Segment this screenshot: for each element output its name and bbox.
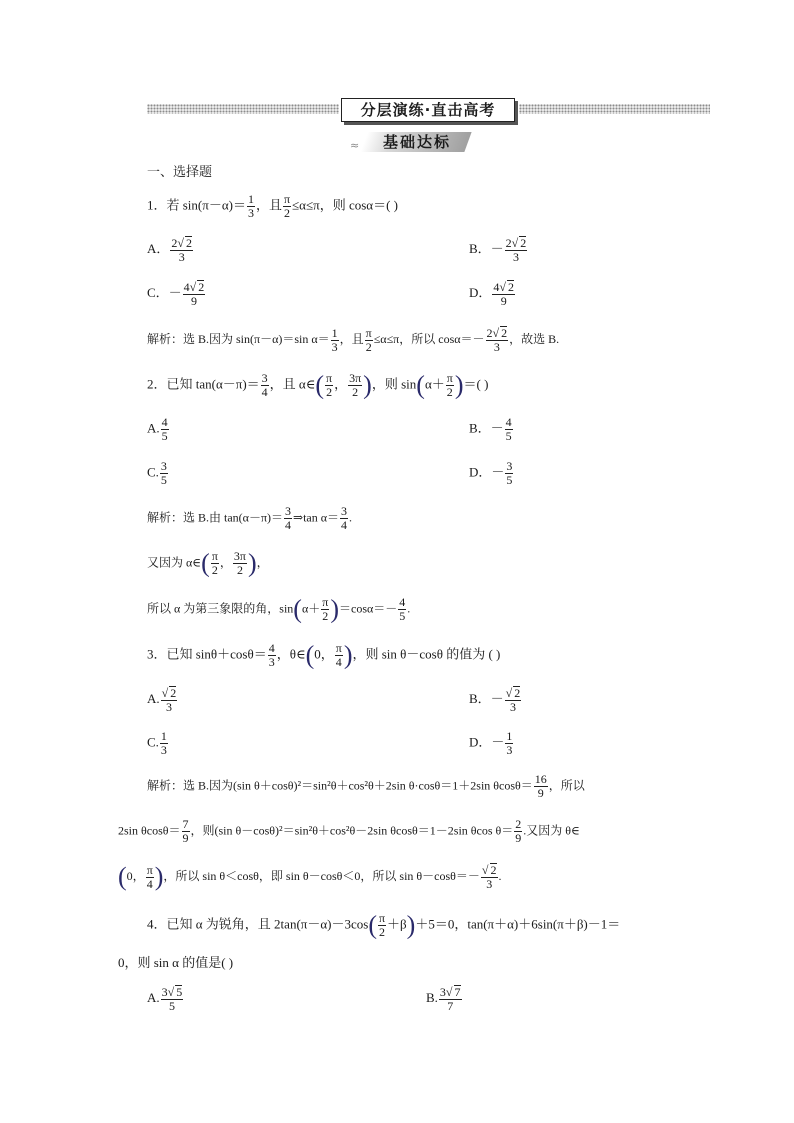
q3-option-a[interactable]: A. $\frac{√ 2}{3}$ xyxy=(147,686,177,714)
fraction: $\frac{1}{3}$ xyxy=(247,192,254,220)
q2-option-d[interactable]: D．－ $\frac{3}{5}$ xyxy=(469,459,513,487)
wave-mark-icon: ≈ xyxy=(350,139,360,152)
q3-option-c[interactable]: C. $\frac{1}{3}$ xyxy=(147,729,167,757)
question-3: 3．已知 sinθ＋cosθ＝ $\frac{4}{3}$ ，θ∈(0， $\frac{\pi}{4}$ )，则 sin θ－cosθ 的值为 ( ) xyxy=(147,640,501,670)
q1-option-a[interactable]: A． $\frac{2√ 2}{3}$ xyxy=(147,236,192,264)
question-1: 1．若 sin(π－α)＝ $\frac{1}{3}$ ，且 $\frac{\pi}{2}$ ≤α≤π，则 cosα＝( ) xyxy=(147,192,398,220)
q3-option-b[interactable]: B．－ $\frac{√ 2}{3}$ xyxy=(469,686,521,714)
q1-option-d[interactable]: D． $\frac{4√ 2}{9}$ xyxy=(469,280,514,308)
q2-option-a[interactable]: A. $\frac{4}{5}$ xyxy=(147,415,168,443)
q1-option-b[interactable]: B．－ $\frac{2√ 2}{3}$ xyxy=(469,236,527,264)
q2-option-b[interactable]: B．－ $\frac{4}{5}$ xyxy=(469,415,512,443)
question-4-line-1: 4．已知 α 为锐角，且 2tan(π－α)－3cos( $\frac{\pi}{2}$ ＋β)＋5＝0，tan(π＋α)＋6sin(π＋β)－1＝ xyxy=(147,910,621,940)
question-4-line-2: 0，则 sin α 的值是( ) xyxy=(118,955,234,970)
q3-solution-line-2: 2sin θcosθ＝ $\frac{7}{9}$ ，则(sin θ－cosθ)²＝sin²θ＋cos²θ－2sin θcosθ＝1－2sin θcos θ＝ $\frac{2}{9}$ .又因为 θ∈ xyxy=(118,817,580,845)
dotted-rule-left xyxy=(147,104,339,114)
q2-solution-line-3: 所以 α 为第三象限的角，sin(α＋ $\frac{\pi}{2}$ )＝cosα＝－ $\frac{4}{5}$ . xyxy=(147,594,411,624)
q3-option-d[interactable]: D．－ $\frac{1}{3}$ xyxy=(469,729,513,757)
sub-banner-title: 基础达标 xyxy=(382,133,451,151)
header-banner xyxy=(147,98,710,122)
dotted-rule-right xyxy=(519,104,710,114)
q2-option-c[interactable]: C. $\frac{3}{5}$ xyxy=(147,459,167,487)
q4-option-a[interactable]: A. $\frac{3√ 5}{5}$ xyxy=(147,985,183,1013)
banner-title: 分层演练·直击高考 xyxy=(341,98,515,122)
q2-solution-line-2: 又因为 α∈( $\frac{\pi}{2}$ ， $\frac{3\pi}{2}$ )， xyxy=(147,548,269,578)
q1-solution: 解析：选 B.因为 sin(π－α)＝sin α＝ $\frac{1}{3}$ ，且 $\frac{\pi}{2}$ ≤α≤π，所以 cosα＝－ $\frac{2√ 2}{3}$ ，故选 B. xyxy=(147,325,560,354)
q3-solution-line-3: (0， $\frac{\pi}{4}$ )，所以 sin θ＜cosθ，即 sin θ－cosθ＜0，所以 sin θ－cosθ＝－ $\frac{√ 2}{3}$ . xyxy=(118,862,502,891)
q4-option-b[interactable]: B. $\frac{3√ 7}{7}$ xyxy=(426,985,461,1013)
q2-solution-line-1: 解析：选 B.由 tan(α－π)＝ $\frac{3}{4}$ ⇒tan α＝ $\frac{3}{4}$ . xyxy=(147,504,353,532)
sub-banner xyxy=(350,130,470,154)
fraction: $\frac{\pi}{2}$ xyxy=(283,192,291,220)
section-title: 一、选择题 xyxy=(147,165,213,180)
question-2: 2．已知 tan(α－π)＝ $\frac{3}{4}$ ，且 α∈( $\frac{\pi}{2}$ ， $\frac{3\pi}{2}$ )，则 sin(α＋ $\frac{\pi}{2}$ )＝( ) xyxy=(147,370,489,400)
q1-option-c[interactable]: C．－ $\frac{4√ 2}{9}$ xyxy=(147,280,205,308)
q3-solution-line-1: 解析：选 B.因为(sin θ＋cosθ)²＝sin²θ＋cos²θ＋2sin θ·cosθ＝1＋2sin θcosθ＝ $\frac{16}{9}$ ，所以 xyxy=(147,772,585,800)
